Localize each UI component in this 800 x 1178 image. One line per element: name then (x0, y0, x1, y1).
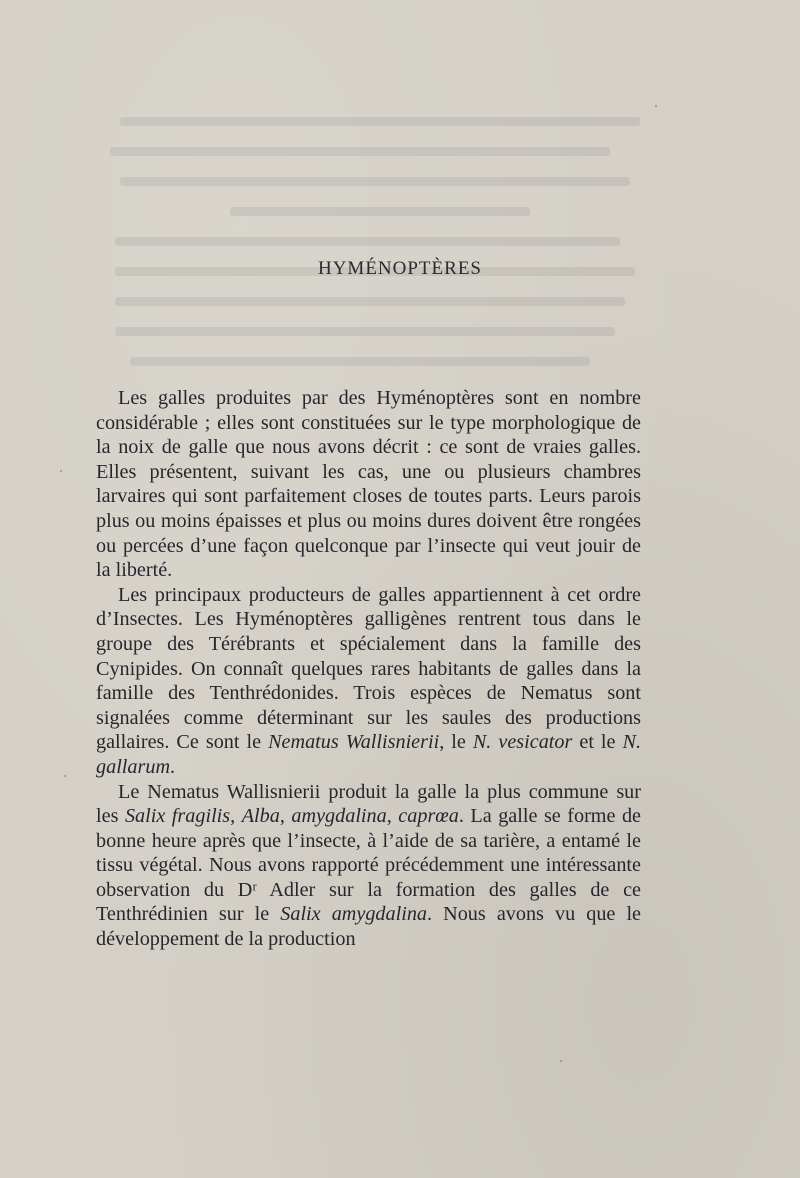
paragraph-text: . (170, 755, 176, 778)
paragraph-text: , le (439, 731, 473, 754)
paragraph-text: , (230, 805, 242, 828)
paragraph-text: et le (572, 731, 623, 754)
italic-taxon-name: amygdalina (291, 805, 387, 828)
paragraph-text: Les principaux producteurs de galles appartiennent à cet ordre d’Insectes. Les Hyménoptères galligènes rentrent tous dans le groupe des Térébrants et spécialement dans la famille des Cynipides. On connaît quelques rares habitants de galles dans la famille des Tenthrédonides. Trois espèces de Nematus sont signalées comme déterminant sur les saules des productions gallaires. Ce sont le (96, 583, 641, 754)
italic-taxon-name: N. gallarum (96, 731, 642, 778)
paragraph-text: , (386, 805, 399, 828)
italic-taxon-name: Salix amygdalina (280, 903, 428, 926)
bleed-through-texture (90, 95, 650, 385)
paragraph-text: . La galle se forme de bonne heure après que l’insecte, à l’aide de sa tarière, a entamé le tissu végétal. Nous avons rapporté précédemment une intéressante observation du Dʳ Adler sur la formation des galles de ce Tenthrédinien sur le (96, 805, 642, 926)
body-paragraph (96, 780, 641, 952)
paragraph-text: . Nous avons vu que le développement de la production (96, 903, 642, 951)
body-paragraph (96, 583, 641, 780)
italic-taxon-name: Nematus Wallisnierii (268, 731, 440, 754)
body-text (96, 386, 641, 952)
paragraph-text: Le Nematus Wallisnierii produit la galle la plus commune sur les (96, 780, 641, 828)
paper-speck (560, 1060, 562, 1062)
paragraph-text: , (279, 805, 292, 828)
italic-taxon-name: N. vesicator (472, 731, 573, 754)
paper-speck (655, 105, 657, 107)
paper-speck (60, 470, 62, 472)
body-paragraph (96, 386, 641, 583)
paper-speck (64, 775, 66, 777)
italic-taxon-name: caprœa (398, 805, 459, 828)
section-title: HYMÉNOPTÈRES (317, 258, 482, 279)
paragraph-text: Les galles produites par des Hyménoptères sont en nombre considérable ; elles sont constituées sur le type morphologique de la noix de galle que nous avons décrit : ce sont de vraies galles. Elles présentent, suivant les cas, une ou plusieurs chambres larvaires qui sont parfaitement closes de toutes parts. Leurs parois plus ou moins épaisses et plus ou moins dures doivent être rongées ou percées d’une façon quelconque par l’insecte qui veut jouir de la liberté. (96, 387, 641, 582)
italic-taxon-name: Alba (241, 805, 280, 828)
italic-taxon-name: Salix fragilis (124, 805, 231, 828)
